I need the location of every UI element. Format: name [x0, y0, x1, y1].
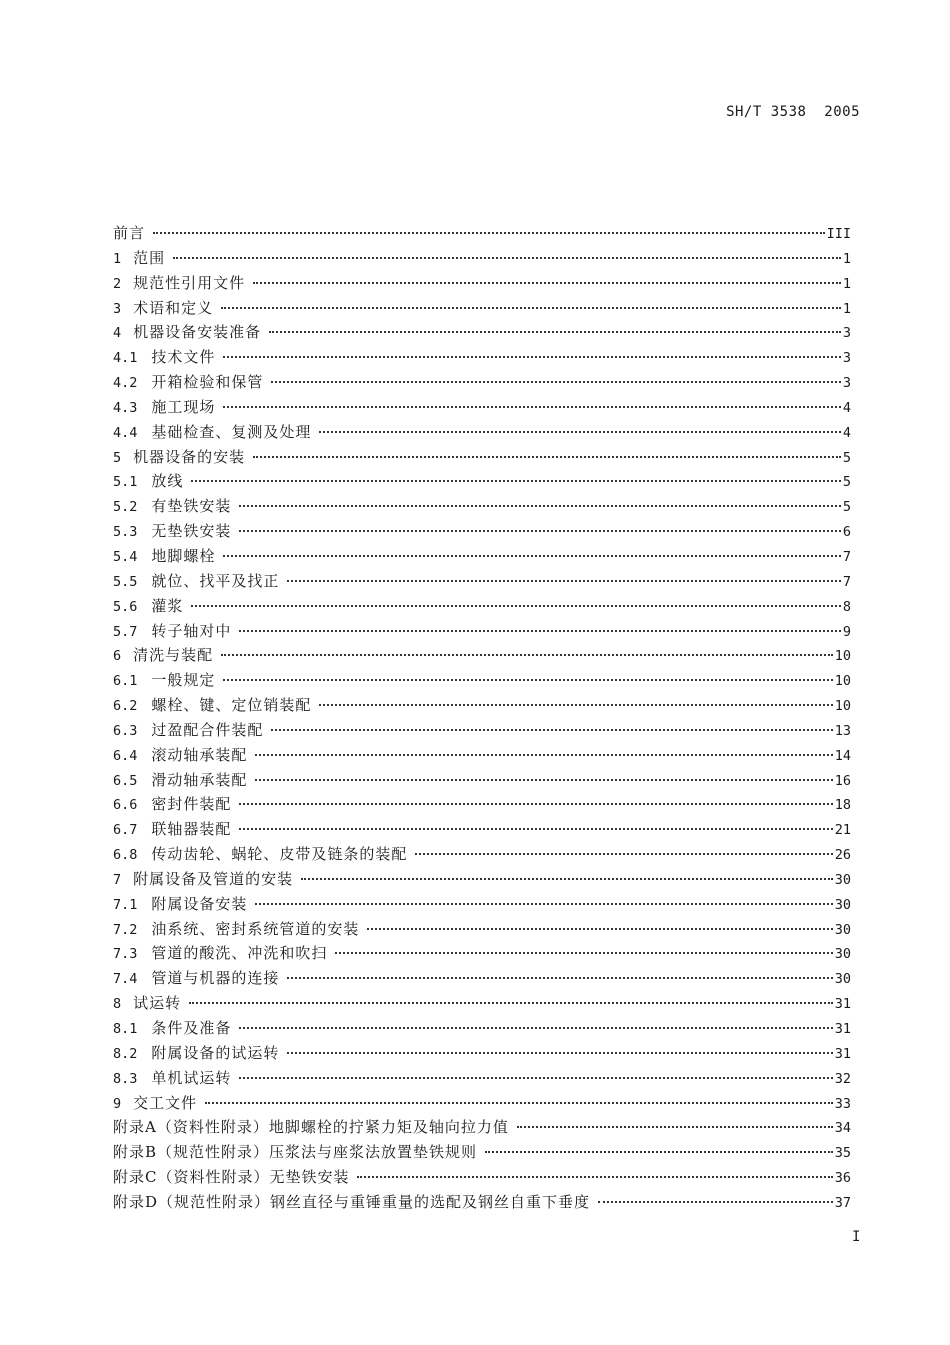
- toc-entry-number: 6.2: [113, 698, 138, 715]
- toc-entry[interactable]: [113, 1066, 851, 1091]
- toc-entry-title: 开箱检验和保管: [151, 373, 264, 392]
- toc-dot-leader: [517, 1126, 833, 1128]
- toc-entry-title: 传动齿轮、蜗轮、皮带及链条的装配: [151, 845, 408, 864]
- toc-entry[interactable]: [113, 817, 851, 842]
- toc-dot-leader: [287, 580, 840, 582]
- toc-entry-number: 6.1: [113, 673, 138, 690]
- toc-entry[interactable]: [113, 1140, 851, 1165]
- toc-entry[interactable]: [113, 1190, 851, 1215]
- toc-dot-leader: [255, 754, 832, 756]
- toc-entry-number: 4.3: [113, 399, 138, 416]
- toc-entry[interactable]: [113, 320, 851, 345]
- toc-entry-number: 8.1: [113, 1021, 138, 1037]
- toc-entry-page: 13: [834, 722, 851, 739]
- toc-entry-number: 5.1: [113, 474, 138, 491]
- toc-entry-title: 联轴器装配: [151, 820, 232, 839]
- toc-entry-number: 3: [113, 300, 122, 317]
- toc-entry-page: 7: [842, 548, 851, 565]
- toc-dot-leader: [598, 1201, 833, 1203]
- toc-dot-leader: [239, 1027, 832, 1029]
- toc-entry-title: 技术文件: [151, 348, 216, 367]
- toc-entry[interactable]: [113, 271, 851, 296]
- toc-dot-leader: [173, 257, 841, 259]
- toc-entry-page: 31: [834, 1021, 851, 1037]
- toc-entry-number: 6.3: [113, 722, 138, 739]
- toc-entry-number: 6.4: [113, 747, 138, 764]
- toc-entry-page: 33: [834, 1095, 851, 1112]
- toc-entry[interactable]: [113, 370, 851, 395]
- toc-dot-leader: [239, 803, 832, 805]
- toc-entry[interactable]: [113, 892, 851, 917]
- toc-entry-title: 滑动轴承装配: [151, 770, 248, 789]
- toc-dot-leader: [271, 729, 832, 731]
- toc-entry[interactable]: [113, 643, 851, 668]
- toc-entry-page: 18: [834, 797, 851, 814]
- toc-entry-title: 螺栓、键、定位销装配: [151, 696, 312, 715]
- toc-entry[interactable]: [113, 445, 851, 470]
- toc-dot-leader: [239, 1077, 832, 1079]
- toc-entry-number: 8: [113, 996, 122, 1013]
- toc-entry[interactable]: [113, 768, 851, 793]
- toc-entry-page: 4: [842, 399, 851, 416]
- toc-entry-number: 6.8: [113, 847, 138, 864]
- toc-entry-title: 密封件装配: [151, 795, 232, 814]
- toc-dot-leader: [367, 928, 832, 930]
- toc-dot-leader: [191, 605, 840, 607]
- toc-entry-number: 1: [113, 250, 122, 267]
- toc-dot-leader: [223, 406, 840, 408]
- toc-entry-number: 4: [113, 325, 122, 342]
- toc-entry[interactable]: [113, 619, 851, 644]
- toc-entry-number: 5.2: [113, 499, 138, 516]
- toc-entry-title: 范围: [133, 248, 166, 267]
- toc-entry-title: 前言: [113, 224, 146, 242]
- toc-entry-title: 滚动轴承装配: [151, 745, 248, 764]
- toc-dot-leader: [271, 381, 840, 383]
- toc-entry-page: 37: [834, 1194, 851, 1211]
- toc-dot-leader: [319, 704, 832, 706]
- toc-entry[interactable]: [113, 842, 851, 867]
- toc-entry-number: 4.1: [113, 350, 138, 367]
- toc-entry-page: 1: [842, 250, 851, 267]
- toc-entry-number: 7.4: [113, 971, 138, 988]
- toc-dot-leader: [253, 456, 841, 458]
- toc-dot-leader: [239, 630, 840, 632]
- toc-entry-page: 35: [834, 1145, 851, 1162]
- toc-dot-leader: [239, 530, 840, 532]
- toc-dot-leader: [357, 1176, 832, 1178]
- toc-entry-title: 清洗与装配: [133, 646, 214, 665]
- toc-entry[interactable]: [113, 569, 851, 594]
- toc-entry-page: 30: [834, 946, 851, 963]
- toc-entry-number: 8.3: [113, 1070, 138, 1087]
- toc-entry-title: 交工文件: [133, 1093, 198, 1112]
- toc-entry-number: 6.7: [113, 822, 138, 839]
- toc-entry-page: 30: [834, 971, 851, 988]
- toc-entry-page: 26: [834, 847, 851, 864]
- toc-dot-leader: [189, 1002, 833, 1004]
- toc-entry-page: 3: [842, 375, 851, 392]
- toc-entry[interactable]: [113, 693, 851, 718]
- toc-entry-page: 10: [834, 698, 851, 715]
- toc-entry-title: 试运转: [133, 994, 182, 1013]
- toc-entry[interactable]: [113, 594, 851, 619]
- toc-entry-number: 7: [113, 871, 122, 888]
- toc-entry-title: 管道的酸洗、冲洗和吹扫: [151, 944, 328, 963]
- toc-entry-number: 7.1: [113, 896, 138, 913]
- toc-entry-number: 6: [113, 648, 122, 665]
- toc-entry-page: 3: [842, 325, 851, 342]
- toc-entry-number: 5.4: [113, 548, 138, 565]
- toc-dot-leader: [319, 431, 840, 433]
- toc-entry-title: 附录D（规范性附录）钢丝直径与重锤重量的选配及钢丝自重下垂度: [113, 1192, 591, 1211]
- toc-entry-title: 施工现场: [151, 397, 216, 416]
- toc-entry-title: 规范性引用文件: [133, 273, 246, 292]
- toc-entry-title: 附录C（资料性附录）无垫铁安装: [113, 1168, 350, 1187]
- toc-entry-title: 油系统、密封系统管道的安装: [151, 919, 360, 938]
- toc-entry-page: 4: [842, 424, 851, 441]
- toc-entry[interactable]: [113, 1165, 851, 1190]
- toc-entry-page: 34: [834, 1120, 851, 1137]
- toc-entry-page: 9: [842, 623, 851, 640]
- toc-entry-number: 5.5: [113, 573, 138, 590]
- toc-dot-leader: [223, 555, 840, 557]
- toc-entry-title: 单机试运转: [151, 1068, 232, 1087]
- toc-entry[interactable]: [113, 668, 851, 693]
- toc-dot-leader: [255, 779, 832, 781]
- toc-entry[interactable]: [113, 519, 851, 544]
- toc-entry-number: 6.5: [113, 772, 138, 789]
- toc-entry-number: 8.2: [113, 1045, 138, 1062]
- toc-entry-title: 放线: [151, 472, 184, 491]
- toc-entry-title: 附属设备安装: [151, 894, 248, 913]
- toc-dot-leader: [191, 480, 840, 482]
- toc-entry-page: 30: [834, 921, 851, 938]
- toc-dot-leader: [223, 679, 832, 681]
- toc-entry-title: 基础检查、复测及处理: [151, 422, 312, 441]
- toc-entry-page: III: [826, 226, 851, 242]
- toc-dot-leader: [485, 1151, 833, 1153]
- toc-entry-number: 5.7: [113, 623, 138, 640]
- toc-entry[interactable]: [113, 345, 851, 370]
- toc-entry-number: 5: [113, 449, 122, 466]
- toc-entry-title: 术语和定义: [133, 298, 214, 317]
- toc-entry-title: 一般规定: [151, 671, 216, 690]
- toc-entry[interactable]: [113, 792, 851, 817]
- toc-dot-leader: [221, 654, 833, 656]
- toc-entry-page: 36: [834, 1170, 851, 1187]
- toc-entry-page: 6: [842, 524, 851, 541]
- toc-entry[interactable]: [113, 1091, 851, 1116]
- toc-entry[interactable]: [113, 494, 851, 519]
- toc-entry-page: 3: [842, 350, 851, 367]
- toc-entry-title: 有垫铁安装: [151, 497, 232, 516]
- toc-entry-number: 9: [113, 1095, 122, 1112]
- toc-entry[interactable]: [113, 246, 851, 271]
- toc-entry-title: 转子轴对中: [151, 621, 232, 640]
- toc-entry-title: 管道与机器的连接: [151, 969, 280, 988]
- toc-entry[interactable]: [113, 991, 851, 1016]
- toc-entry-title: 附录A（资料性附录）地脚螺栓的拧紧力矩及轴向拉力值: [113, 1118, 509, 1137]
- toc-dot-leader: [223, 356, 840, 358]
- toc-entry-title: 过盈配合件装配: [151, 720, 264, 739]
- toc-entry-title: 机器设备的安装: [133, 447, 246, 466]
- toc-entry[interactable]: [113, 743, 851, 768]
- toc-entry[interactable]: [113, 296, 851, 321]
- toc-dot-leader: [239, 505, 840, 507]
- page-number: I: [852, 1229, 861, 1245]
- toc-entry-title: 机器设备安装准备: [133, 323, 262, 342]
- toc-dot-leader: [287, 1052, 832, 1054]
- toc-entry-number: 2: [113, 275, 122, 292]
- toc-entry[interactable]: [113, 221, 851, 246]
- toc-entry-page: 14: [834, 747, 851, 764]
- toc-dot-leader: [301, 878, 833, 880]
- toc-entry[interactable]: [113, 420, 851, 445]
- toc-entry[interactable]: [113, 1041, 851, 1066]
- toc-entry-number: 5.3: [113, 524, 138, 541]
- toc-dot-leader: [287, 977, 832, 979]
- toc-entry-number: 6.6: [113, 797, 138, 814]
- toc-entry-title: 附录B（规范性附录）压浆法与座浆法放置垫铁规则: [113, 1143, 478, 1162]
- toc-entry-title: 无垫铁安装: [151, 522, 232, 541]
- toc-dot-leader: [335, 952, 832, 954]
- toc-entry[interactable]: [113, 966, 851, 991]
- toc-dot-leader: [255, 903, 832, 905]
- toc-entry-page: 5: [842, 449, 851, 466]
- toc-entry[interactable]: [113, 395, 851, 420]
- toc-entry-title: 地脚螺栓: [151, 546, 216, 565]
- toc-entry-page: 16: [834, 772, 851, 789]
- toc-entry[interactable]: [113, 917, 851, 942]
- toc-dot-leader: [253, 282, 841, 284]
- toc-entry-page: 21: [834, 822, 851, 839]
- toc-entry-page: 8: [842, 598, 851, 615]
- toc-entry-page: 31: [834, 996, 851, 1013]
- document-code: SH/T 3538 2005: [726, 104, 860, 120]
- toc-entry-number: 7.2: [113, 921, 138, 938]
- toc-dot-leader: [221, 307, 841, 309]
- toc-entry[interactable]: [113, 1115, 851, 1140]
- toc-dot-leader: [205, 1102, 833, 1104]
- toc-dot-leader: [153, 232, 825, 234]
- toc-entry-page: 5: [842, 499, 851, 516]
- toc-entry-page: 10: [834, 673, 851, 690]
- toc-entry-number: 5.6: [113, 598, 138, 615]
- toc-entry-page: 31: [834, 1045, 851, 1062]
- toc-entry-page: 7: [842, 573, 851, 590]
- toc-entry-title: 条件及准备: [151, 1019, 232, 1037]
- toc-dot-leader: [415, 853, 832, 855]
- toc-entry-page: 10: [834, 648, 851, 665]
- table-of-contents: [113, 221, 851, 1215]
- toc-entry[interactable]: [113, 718, 851, 743]
- toc-entry[interactable]: [113, 867, 851, 892]
- toc-entry-number: 4.2: [113, 375, 138, 392]
- toc-entry-number: 4.4: [113, 424, 138, 441]
- toc-dot-leader: [239, 828, 832, 830]
- toc-entry[interactable]: [113, 941, 851, 966]
- toc-entry-title: 就位、找平及找正: [151, 571, 280, 590]
- toc-entry-title: 灌浆: [151, 596, 184, 615]
- toc-dot-leader: [269, 331, 841, 333]
- toc-entry-title: 附属设备及管道的安装: [133, 869, 294, 888]
- toc-entry-page: 1: [842, 300, 851, 317]
- toc-entry-page: 5: [842, 474, 851, 491]
- toc-entry-page: 30: [834, 871, 851, 888]
- toc-entry-number: 7.3: [113, 946, 138, 963]
- toc-entry-page: 30: [834, 896, 851, 913]
- toc-entry-page: 32: [834, 1070, 851, 1087]
- toc-entry[interactable]: [113, 469, 851, 494]
- toc-entry-title: 附属设备的试运转: [151, 1043, 280, 1062]
- toc-entry[interactable]: [113, 1016, 851, 1041]
- toc-entry[interactable]: [113, 544, 851, 569]
- toc-entry-page: 1: [842, 275, 851, 292]
